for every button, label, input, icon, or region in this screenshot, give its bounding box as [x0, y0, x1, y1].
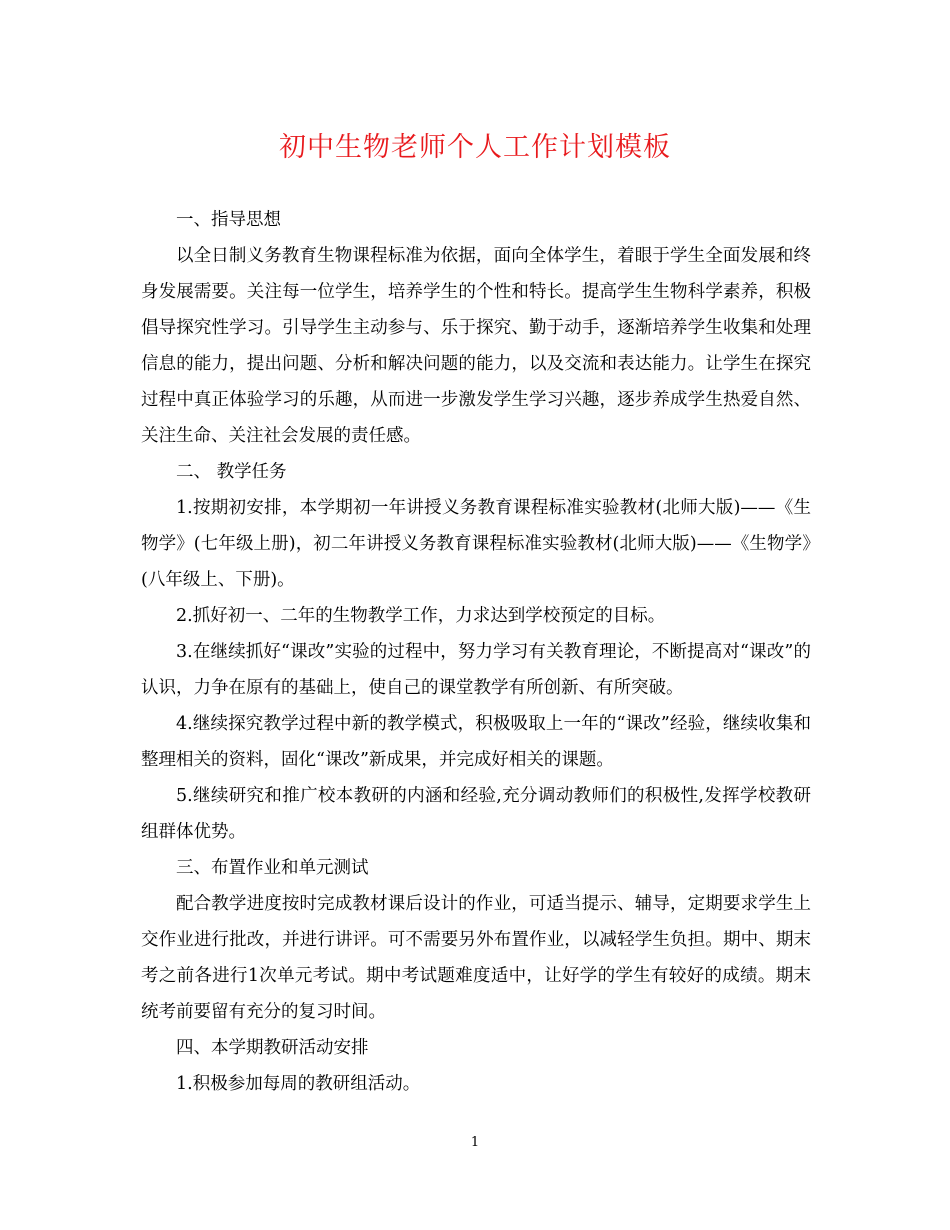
page-number: 1: [470, 1135, 480, 1150]
paragraph-guiding-ideology: 以全日制义务教育生物课程标准为依据，面向全体学生，着眼于学生全面发展和终身发展需要。关注每一位学生，培养学生的个性和特长。提高学生生物科学素养，积极倡导探究性学习。引导学生主动参与、乐于探究、勤于动手，逐渐培养学生收集和处理信息的能力，提出问题、分析和解决问题的能力，以及交流和表达能力。让学生在探究过程中真正体验学习的乐趣，从而进一步激发学生学习兴趣，逐步养成学生热爱自然、关注生命、关注社会发展的责任感。: [141, 246, 811, 446]
list-item-task-3: 3.在继续抓好“课改”实验的过程中，努力学习有关教育理论，不断提高对“课改”的认识，力争在原有的基础上，使自己的课堂教学有所创新、有所突破。: [141, 642, 811, 698]
section-heading-guiding-ideology: 一、指导思想: [176, 210, 281, 230]
list-item-task-4: 4.继续探究教学过程中新的教学模式，积极吸取上一年的“课改”经验，继续收集和整理相关的资料，固化“课改”新成果，并完成好相关的课题。: [141, 714, 811, 770]
list-item-activity-1: 1.积极参加每周的教研组活动。: [176, 1074, 421, 1094]
list-item-task-5: 5.继续研究和推广校本教研的内涵和经验,充分调动教师们的积极性,发挥学校教研组群体优势。: [141, 786, 811, 842]
section-heading-homework-tests: 三、布置作业和单元测试: [176, 858, 369, 878]
document-title: 初中生物老师个人工作计划模板: [279, 132, 671, 163]
section-heading-teaching-tasks: 二、 教学任务: [176, 462, 287, 482]
paragraph-homework-tests: 配合教学进度按时完成教材课后设计的作业，可适当提示、辅导，定期要求学生上交作业进行批改，并进行讲评。可不需要另外布置作业，以减轻学生负担。期中、期末考之前各进行1次单元考试。期中考试题难度适中，让好学的学生有较好的成绩。期末统考前要留有充分的复习时间。: [141, 894, 811, 1022]
section-heading-research-activities: 四、本学期教研活动安排: [176, 1038, 369, 1058]
document-body: [141, 202, 811, 1102]
list-item-task-1: 1.按期初安排，本学期初一年讲授义务教育课程标准实验教材(北师大版)——《生物学》(七年级上册)，初二年讲授义务教育课程标准实验教材(北师大版)——《生物学》(八年级上、下册)。: [141, 498, 811, 590]
list-item-task-2: 2.抓好初一、二年的生物教学工作，力求达到学校预定的目标。: [176, 606, 666, 626]
